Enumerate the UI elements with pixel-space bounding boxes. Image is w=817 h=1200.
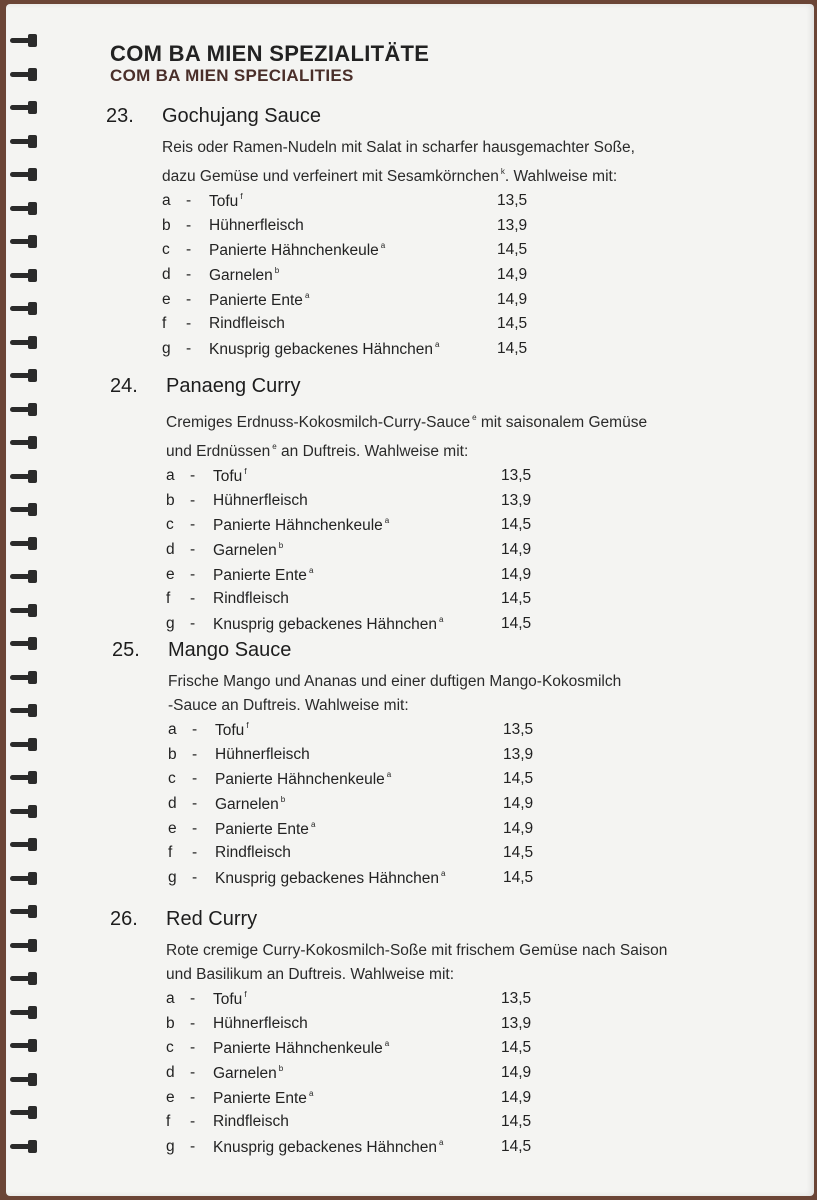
option-letter: g: [162, 340, 171, 358]
option-row: [166, 612, 647, 637]
description-line: Cremiges Erdnuss-Kokosmilch-Curry-Sauce $^e$ mit saisonalem Gemüse: [166, 413, 648, 431]
option-letter: c: [162, 241, 170, 259]
option-row: [166, 1135, 667, 1160]
option-row: [166, 464, 647, 489]
option-row: [162, 238, 635, 263]
allergen-mark: a: [380, 241, 386, 251]
option-name: Knusprig gebackenes Hähnchen $^a$: [213, 1138, 444, 1157]
option-letter: d: [166, 1064, 175, 1082]
dish-title: [106, 104, 635, 128]
binding-ring: [10, 34, 40, 48]
allergen-mark: a: [310, 819, 316, 829]
option-letter: f: [162, 315, 167, 333]
option-row: [162, 263, 635, 288]
dish-name: Panaeng Curry: [166, 375, 301, 397]
description-line: Rote cremige Curry-Kokosmilch-Soße mit frischem Gemüse nach Saison: [166, 942, 668, 959]
option-dash: -: [192, 844, 198, 862]
option-row: [166, 1110, 667, 1135]
option-letter: b: [166, 491, 175, 509]
dish-number: 26.: [110, 908, 138, 930]
option-price: 14,5: [501, 1113, 532, 1131]
allergen-mark: b: [280, 795, 286, 805]
option-letter: b: [162, 216, 171, 234]
binding-ring: [10, 671, 40, 685]
allergen-mark: f: [240, 192, 243, 201]
binding-ring: [10, 101, 40, 115]
binding-ring: [10, 704, 40, 718]
dish-description: [166, 406, 647, 464]
option-dash: -: [192, 819, 198, 837]
option-name: Hühnerfleisch: [213, 491, 308, 509]
binding-ring: [10, 135, 40, 149]
binding-ring: [10, 771, 40, 785]
binding-ring: [10, 68, 40, 82]
option-dash: -: [186, 241, 192, 259]
dish-25: [112, 638, 621, 891]
option-dash: -: [192, 770, 198, 788]
allergen-mark: f: [244, 467, 247, 476]
option-name: Panierte Hähnchenkeule $^a$: [213, 516, 390, 535]
option-name: Knusprig gebackenes Hähnchen $^a$: [213, 615, 444, 634]
option-list: [166, 464, 647, 637]
option-list: [168, 718, 621, 891]
binding-ring: [10, 570, 40, 584]
option-list: [166, 987, 667, 1160]
option-name: Hühnerfleisch: [209, 216, 304, 234]
binding-ring: [10, 470, 40, 484]
option-letter: d: [168, 795, 177, 813]
option-letter: c: [166, 516, 174, 534]
option-name: Garnelen $^b$: [213, 541, 284, 560]
option-name: Panierte Hähnchenkeule $^a$: [213, 1039, 390, 1058]
option-name: Rindfleisch: [213, 1113, 289, 1131]
binding-ring: [10, 1106, 40, 1120]
option-letter: f: [168, 844, 173, 862]
allergen-mark: a: [441, 869, 446, 879]
dish-24: [110, 374, 647, 637]
option-name: Panierte Hähnchenkeule $^a$: [209, 241, 386, 260]
option-dash: -: [190, 1064, 196, 1082]
option-name: Panierte Ente $^a$: [213, 565, 314, 584]
option-name: Garnelen $^b$: [215, 795, 286, 814]
dish-name: Mango Sauce: [168, 639, 292, 661]
option-price: 14,9: [497, 266, 528, 284]
option-row: [166, 513, 647, 538]
binding-ring: [10, 168, 40, 182]
option-name: Hühnerfleisch: [213, 1014, 308, 1032]
allergen-mark: a: [439, 1138, 444, 1148]
allergen-mark: b: [274, 266, 280, 276]
option-name: Panierte Hähnchenkeule $^a$: [215, 770, 392, 789]
option-price: 14,9: [503, 819, 534, 837]
dish-name: Red Curry: [166, 908, 258, 930]
allergen-mark: a: [308, 1088, 314, 1098]
option-dash: -: [190, 990, 196, 1007]
option-dash: -: [186, 340, 192, 358]
option-name: Hühnerfleisch: [215, 745, 310, 763]
option-row: [168, 792, 621, 817]
option-letter: f: [166, 590, 171, 608]
option-row: [168, 841, 621, 866]
option-letter: a: [162, 192, 171, 209]
description-line: dazu Gemüse und verfeinert mit Sesamkörnchen $^k$. Wahlweise mit:: [162, 167, 618, 185]
option-letter: b: [166, 1014, 175, 1032]
option-letter: d: [166, 541, 175, 559]
binding-ring: [10, 369, 40, 383]
option-list: [162, 189, 635, 362]
option-dash: -: [190, 1138, 196, 1156]
option-price: 13,9: [501, 491, 532, 509]
option-row: [168, 866, 621, 891]
option-price: 14,9: [497, 290, 528, 308]
dish-number: 23.: [106, 105, 134, 127]
option-price: 14,9: [501, 541, 532, 559]
dish-title: [112, 638, 621, 662]
binding-ring: [10, 269, 40, 283]
allergen-mark: a: [304, 290, 310, 300]
option-dash: -: [186, 266, 192, 284]
option-row: [162, 214, 635, 239]
option-dash: -: [190, 516, 196, 534]
option-price: 13,9: [497, 216, 528, 234]
dish-title: [110, 907, 667, 931]
allergen-mark: b: [278, 1064, 284, 1074]
option-letter: a: [166, 990, 175, 1007]
option-letter: e: [166, 565, 175, 583]
allergen-mark: a: [384, 1039, 390, 1049]
option-price: 14,9: [501, 565, 532, 583]
option-row: [166, 1012, 667, 1037]
option-name: Knusprig gebackenes Hähnchen $^a$: [209, 340, 440, 359]
dish-number: 25.: [112, 639, 140, 661]
description-line: -Sauce an Duftreis. Wahlweise mit:: [168, 697, 409, 714]
option-dash: -: [190, 1014, 196, 1032]
option-price: 13,9: [503, 745, 534, 763]
binding-ring: [10, 604, 40, 618]
option-dash: -: [186, 290, 192, 308]
option-row: [162, 337, 635, 362]
option-row: [166, 1086, 667, 1111]
option-dash: -: [190, 590, 196, 608]
option-price: 14,5: [503, 770, 534, 788]
binding-ring: [10, 1140, 40, 1154]
binding-ring: [10, 403, 40, 417]
spiral-binding: [6, 34, 46, 1174]
binding-ring: [10, 805, 40, 819]
description-line: Frische Mango und Ananas und einer duftigen Mango-Kokosmilch: [168, 673, 622, 690]
option-row: [168, 817, 621, 842]
option-dash: -: [186, 192, 192, 209]
option-name: Panierte Ente $^a$: [213, 1088, 314, 1107]
allergen-mark: a: [384, 516, 390, 526]
section-title-en: COM BA MIEN SPECIALITIES: [110, 66, 354, 85]
option-letter: g: [166, 1138, 175, 1156]
binding-ring: [10, 838, 40, 852]
option-dash: -: [186, 216, 192, 234]
option-price: 14,9: [501, 1088, 532, 1106]
option-row: [166, 563, 647, 588]
option-letter: e: [168, 819, 177, 837]
option-dash: -: [186, 315, 192, 333]
dish-title: [110, 374, 647, 398]
option-name: Knusprig gebackenes Hähnchen $^a$: [215, 869, 446, 888]
option-name: Rindfleisch: [209, 315, 285, 333]
option-letter: f: [166, 1113, 171, 1131]
binding-ring: [10, 637, 40, 651]
dish-26: [110, 907, 667, 1160]
option-name: Rindfleisch: [213, 590, 289, 608]
option-row: [166, 587, 647, 612]
dish-23: [106, 104, 635, 362]
option-dash: -: [192, 869, 198, 887]
option-row: [162, 288, 635, 313]
dish-description: [168, 670, 621, 718]
option-name: Rindfleisch: [215, 844, 291, 862]
option-name: Panierte Ente $^a$: [209, 290, 310, 309]
option-row: [166, 1036, 667, 1061]
option-price: 13,5: [503, 721, 534, 738]
option-price: 13,5: [501, 467, 532, 484]
binding-ring: [10, 235, 40, 249]
option-price: 13,5: [497, 192, 528, 209]
dish-description: [162, 136, 635, 189]
option-letter: c: [168, 770, 176, 788]
option-dash: -: [192, 745, 198, 763]
option-name: Tofu $^f$: [213, 990, 247, 1008]
allergen-mark: f: [246, 721, 249, 730]
option-dash: -: [190, 1113, 196, 1131]
binding-ring: [10, 1039, 40, 1053]
binding-ring: [10, 905, 40, 919]
option-name: Panierte Ente $^a$: [215, 819, 316, 838]
option-row: [168, 718, 621, 743]
binding-ring: [10, 336, 40, 350]
binding-ring: [10, 1073, 40, 1087]
description-line: und Erdnüssen $^e$ an Duftreis. Wahlweise mit:: [166, 442, 469, 460]
option-row: [168, 743, 621, 768]
option-price: 14,5: [497, 340, 528, 358]
section-title-de: COM BA MIEN SPEZIALITÄTE: [110, 41, 430, 66]
binding-ring: [10, 537, 40, 551]
option-price: 14,5: [497, 241, 528, 259]
allergen-mark: a: [308, 565, 314, 575]
option-letter: d: [162, 266, 171, 284]
option-price: 14,5: [501, 590, 532, 608]
option-dash: -: [190, 1088, 196, 1106]
option-name: Tofu $^f$: [213, 467, 247, 485]
option-price: 14,5: [501, 1039, 532, 1057]
option-letter: g: [166, 615, 175, 633]
allergen-mark: a: [435, 340, 440, 350]
description-line: Reis oder Ramen-Nudeln mit Salat in scharfer hausgemachter Soße,: [162, 139, 635, 156]
option-row: [166, 489, 647, 514]
binding-ring: [10, 302, 40, 316]
option-name: Garnelen $^b$: [209, 266, 280, 285]
binding-ring: [10, 939, 40, 953]
dish-description: [166, 939, 667, 987]
option-dash: -: [190, 615, 196, 633]
option-row: [166, 1061, 667, 1086]
option-dash: -: [190, 1039, 196, 1057]
option-letter: a: [166, 467, 175, 484]
allergen-mark: b: [278, 541, 284, 551]
option-price: 13,5: [501, 990, 532, 1007]
option-dash: -: [190, 467, 196, 484]
option-letter: e: [166, 1088, 175, 1106]
option-dash: -: [192, 721, 198, 738]
binding-ring: [10, 202, 40, 216]
option-row: [162, 189, 635, 214]
allergen-mark: f: [244, 990, 247, 999]
option-name: Tofu $^f$: [209, 192, 243, 210]
binding-ring: [10, 436, 40, 450]
option-dash: -: [192, 795, 198, 813]
option-row: [168, 767, 621, 792]
option-letter: c: [166, 1039, 174, 1057]
option-name: Tofu $^f$: [215, 721, 249, 739]
allergen-mark: a: [439, 615, 444, 625]
option-price: 14,5: [501, 1138, 532, 1156]
option-price: 14,5: [503, 844, 534, 862]
option-price: 14,5: [497, 315, 528, 333]
option-name: Garnelen $^b$: [213, 1064, 284, 1083]
dish-name: Gochujang Sauce: [162, 105, 322, 127]
option-dash: -: [190, 541, 196, 559]
option-price: 14,9: [501, 1064, 532, 1082]
option-price: 14,9: [503, 795, 534, 813]
option-price: 14,5: [503, 869, 534, 887]
dish-number: 24.: [110, 375, 138, 397]
option-price: 14,5: [501, 516, 532, 534]
option-price: 14,5: [501, 615, 532, 633]
menu-sheet: [6, 4, 814, 1196]
option-letter: e: [162, 290, 171, 308]
option-dash: -: [190, 491, 196, 509]
option-letter: a: [168, 721, 177, 738]
option-price: 13,9: [501, 1014, 532, 1032]
binding-ring: [10, 872, 40, 886]
allergen-mark: a: [386, 770, 392, 780]
binding-ring: [10, 738, 40, 752]
option-row: [162, 312, 635, 337]
binding-ring: [10, 972, 40, 986]
option-row: [166, 987, 667, 1012]
binding-ring: [10, 1006, 40, 1020]
option-dash: -: [190, 565, 196, 583]
option-letter: b: [168, 745, 177, 763]
menu-header: [110, 42, 429, 86]
description-line: und Basilikum an Duftreis. Wahlweise mit:: [166, 966, 454, 983]
binding-ring: [10, 503, 40, 517]
option-letter: g: [168, 869, 177, 887]
option-row: [166, 538, 647, 563]
